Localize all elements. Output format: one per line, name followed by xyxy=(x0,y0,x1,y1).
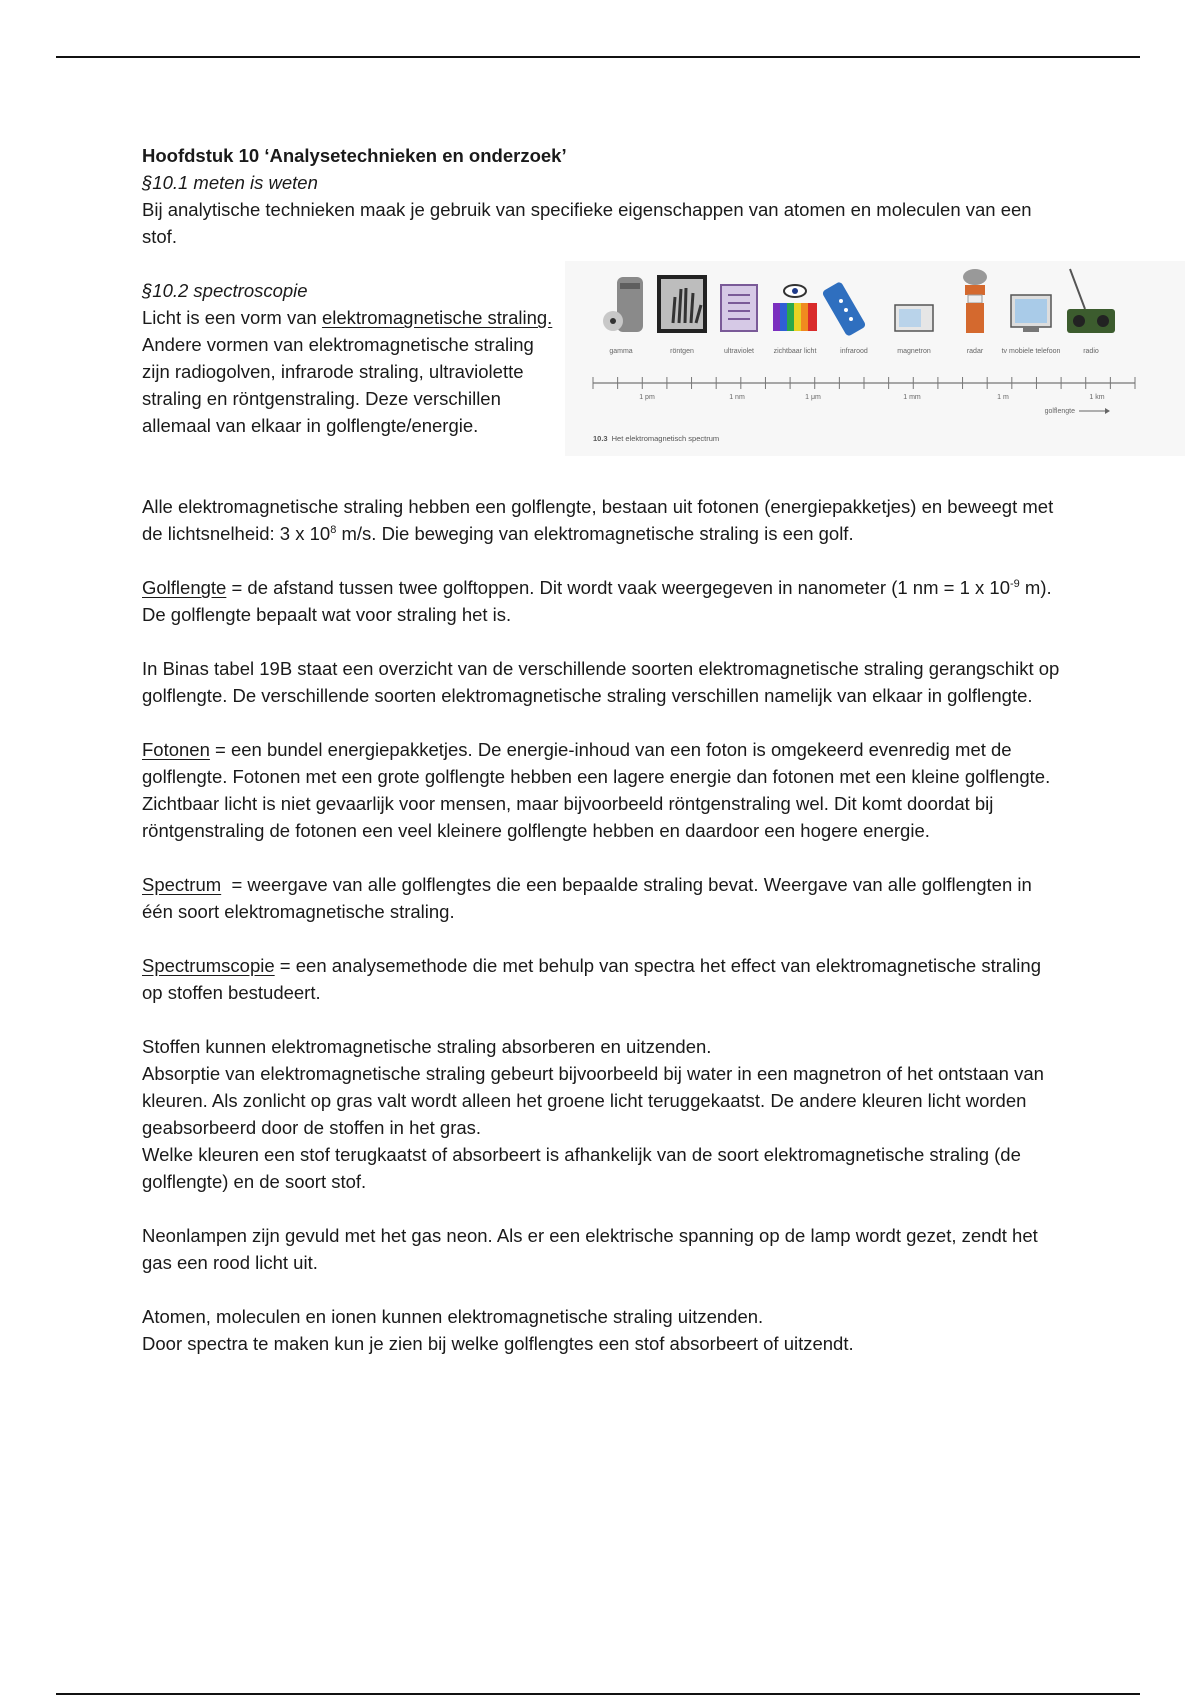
paragraph-fotonen: Fotonen = een bundel energiepakketjes. De energie-inhoud van een foton is omgekeerd evenredig met de golflengte. Fotonen met een grote golflengte hebben een lagere energie dan fotonen met een kleine golflengte. xyxy=(142,739,1051,787)
section-title-10-1: §10.1 meten is weten xyxy=(142,172,318,193)
term-spectrumscopie: Spectrumscopie xyxy=(142,955,275,976)
document-body xyxy=(142,142,1105,1357)
header-rule xyxy=(56,56,1140,58)
paragraph-terugkaatsen: Welke kleuren een stof terugkaatst of absorbeert is afhankelijk van de soort elektromagnetische straling (de golflengte) en de soort stof. xyxy=(142,1144,1021,1192)
footer-rule xyxy=(56,1693,1140,1695)
microwave-icon xyxy=(895,305,933,331)
scale-label-km: 1 km xyxy=(1089,394,1105,401)
term-spectrum: Spectrum xyxy=(142,874,222,895)
scale-label-m: 1 m xyxy=(997,394,1009,401)
section-title-10-2: §10.2 spectroscopie xyxy=(142,280,308,301)
spectroscopy-intro xyxy=(142,277,1105,466)
figure-caption: 10.3 Het elektromagnetisch spectrum xyxy=(593,434,720,443)
tv-icon xyxy=(1011,295,1051,332)
radio-icon xyxy=(1067,269,1115,333)
paragraph-lichtsnelheid: Alle elektromagnetische straling hebben een golflengte, bestaan uit fotonen (energiepakketjes) en beweegt met de lichtsnelheid: 3 x $10^8$ m/s. Die beweging van elektromagnetische straling is een golf. xyxy=(142,496,1054,544)
paragraph-spectra: Door spectra te maken kun je zien bij welke golflengtes een stof absorbeert of uitzendt. xyxy=(142,1333,854,1354)
gamma-icon xyxy=(603,277,643,332)
label-infrarood: infrarood xyxy=(840,348,868,355)
eye-spectrum-icon xyxy=(773,285,817,331)
paragraph-absorptie: Absorptie van elektromagnetische straling gebeurt bijvoorbeeld bij water in een magnetron of het ontstaan van kleuren. Als zonlicht op gras valt wordt alleen het groene licht teruggekaatst. De andere kleuren licht worden geabsorbeerd door de stoffen in het gras. xyxy=(142,1063,1044,1138)
scale-label-pm: 1 pm xyxy=(639,394,655,401)
paragraph-spectrum: Spectrum = weergave van alle golflengtes die een bepaalde straling bevat. Weergave van alle golflengten in één soort elektromagnetische straling. xyxy=(142,874,1037,922)
em-spectrum-figure xyxy=(565,261,1185,456)
label-magnetron: magnetron xyxy=(897,348,931,355)
xray-hand-icon xyxy=(657,275,707,333)
scale-label-mm: 1 mm xyxy=(903,394,921,401)
label-radio: radio xyxy=(1083,348,1099,355)
axis-label-golflengte: golflengte xyxy=(1044,408,1075,415)
label-ultraviolet: ultraviolet xyxy=(724,348,754,355)
section-10-2-text: Licht is een vorm van elektromagnetische straling. Andere vormen van elektromagnetische straling zijn radiogolven, infrarode straling, ultraviolette straling en röntgenstraling. Deze verschillen allemaal van elkaar in golflengte/energie. xyxy=(142,307,553,436)
scale-label-nm: 1 nm xyxy=(729,394,745,401)
label-tv-mobiele-telefoon: tv mobiele telefoon xyxy=(1001,348,1061,355)
term-golflengte: Golflengte xyxy=(142,577,227,598)
remote-control-icon xyxy=(821,281,866,337)
paragraph-golflengte: Golflengte = de afstand tussen twee golftoppen. Dit wordt vaak weergegeven in nanometer (1 nm = 1 x $10^{-9}$ m). De golflengte bepaalt wat voor straling het is. xyxy=(142,577,1052,625)
term-elektromagnetische-straling: elektromagnetische straling. xyxy=(321,307,553,328)
radar-tower-icon xyxy=(963,269,987,333)
label-gamma: gamma xyxy=(609,348,633,355)
wavelength-scale xyxy=(593,377,1135,415)
chapter-title: Hoofdstuk 10 ‘Analysetechnieken en onderzoek’ xyxy=(142,145,567,166)
paragraph-binas: In Binas tabel 19B staat een overzicht van de verschillende soorten elektromagnetische straling gerangschikt op golflengte. De verschillende soorten elektromagnetische straling verschillen namelijk van elkaar in golflengte. xyxy=(142,658,1060,706)
label-zichtbaar-licht: zichtbaar licht xyxy=(773,348,817,355)
scale-label-um: 1 μm xyxy=(805,394,821,401)
paragraph-neonlampen: Neonlampen zijn gevuld met het gas neon. Als er een elektrische spanning op de lamp wordt gezet, zendt het gas een rood licht uit. xyxy=(142,1225,1038,1273)
label-radar: radar xyxy=(966,348,984,355)
paragraph-uitzenden: Atomen, moleculen en ionen kunnen elektromagnetische straling uitzenden. xyxy=(142,1306,764,1327)
paragraph-spectrumscopie: Spectrumscopie = een analysemethode die met behulp van spectra het effect van elektromagnetische straling op stoffen bestudeert. xyxy=(142,955,1041,1003)
paragraph-zichtbaar-licht: Zichtbaar licht is niet gevaarlijk voor mensen, maar bijvoorbeeld röntgenstraling wel. Dit komt doordat bij röntgenstraling de fotonen een veel kleinere golflengte hebben en daardoor een hogere energie. xyxy=(142,793,994,841)
paragraph-absorberen: Stoffen kunnen elektromagnetische straling absorberen en uitzenden. xyxy=(142,1036,712,1057)
section-10-1-text: Bij analytische technieken maak je gebruik van specifieke eigenschappen van atomen en moleculen van een stof. xyxy=(142,199,1032,247)
label-rontgen: röntgen xyxy=(670,348,694,355)
term-fotonen: Fotonen xyxy=(142,739,210,760)
uv-lamp-icon xyxy=(721,285,757,331)
